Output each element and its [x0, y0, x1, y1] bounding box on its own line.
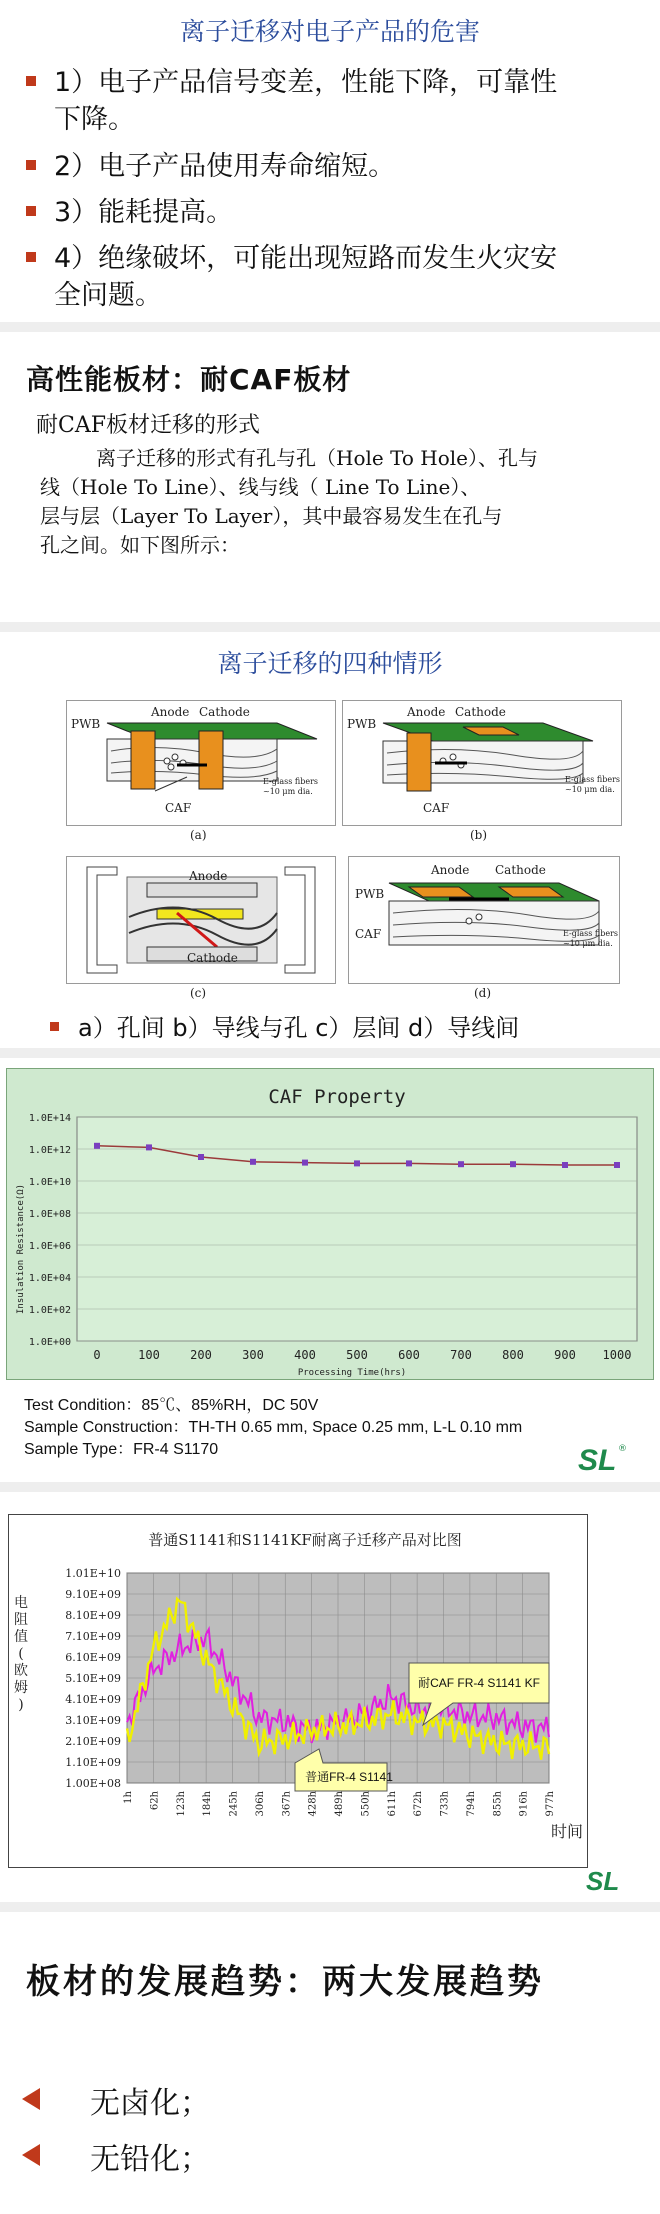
label-pwb: PWB [71, 717, 101, 731]
bullet-item [26, 240, 646, 314]
data-point [510, 1161, 516, 1167]
x-tick-label: 184h [202, 1791, 214, 1817]
y-label-char: ) [18, 1697, 24, 1713]
sample-construction: Sample Construction：TH-TH 0.65 mm, Space 0.25 mm, L-L 0.10 mm [24, 1419, 523, 1436]
x-tick-label: 900 [554, 1348, 576, 1362]
x-tick-label: 0 [93, 1348, 101, 1362]
label-dia: ~10 μm dia. [565, 785, 615, 794]
bullet-text: 4）绝缘破坏，可能出现短路而发生火灾安 [54, 243, 558, 274]
bullet-item [26, 194, 646, 231]
bullet-text-cont: 全问题。 [54, 280, 162, 311]
data-point [458, 1161, 464, 1167]
slide-hazards [0, 0, 660, 320]
x-tick-label: 800 [502, 1348, 524, 1362]
data-point [614, 1162, 620, 1168]
bullet-square-icon [26, 252, 36, 262]
data-point [250, 1159, 256, 1165]
x-axis-label: Processing Time(hrs) [297, 1368, 407, 1378]
caf-property-plot [7, 1069, 653, 1379]
label-pwb: PWB [347, 717, 377, 731]
y-label-char: 欧 [14, 1663, 28, 1679]
data-point [354, 1160, 360, 1166]
y-tick-label: 4.10E+09 [65, 1693, 121, 1706]
x-tick-label: 855h [492, 1791, 504, 1817]
comparison-plot [9, 1515, 587, 1867]
company-logo: SL [586, 1866, 620, 1896]
hole-to-line-diagram [343, 701, 621, 825]
label-anode: Anode [407, 705, 446, 719]
label-caf: CAF [165, 801, 192, 815]
x-tick-label: 300 [242, 1348, 264, 1362]
bullet-text: 2）电子产品使用寿命缩短。 [54, 151, 396, 182]
y-tick-label: 1.0E+00 [28, 1337, 71, 1348]
y-label-char: 值 [14, 1629, 28, 1645]
label-pwb: PWB [355, 887, 385, 901]
y-tick-label: 1.0E+06 [28, 1241, 71, 1252]
bullet-square-icon [50, 1022, 59, 1031]
x-tick-label: 62h [149, 1791, 161, 1811]
x-tick-label: 428h [307, 1791, 319, 1817]
label-dia: ~10 μm dia. [263, 787, 313, 796]
slide-separator [0, 1482, 660, 1492]
bullet-square-icon [26, 76, 36, 86]
trend-item: 无铅化； [90, 2142, 210, 2177]
label-eglass: E-glass fibers [263, 777, 319, 786]
y-label-char: 阻 [14, 1612, 28, 1628]
chart-title: CAF Property [268, 1086, 406, 1108]
chart-axes [29, 1113, 637, 1362]
bullet-square-icon [26, 206, 36, 216]
y-axis-label: Insulation Resistance(Ω) [16, 1183, 26, 1315]
slide-comparison [0, 1494, 660, 1900]
panel-letter: (d) [474, 986, 492, 1000]
slide-title: 离子迁移的四种情形 [217, 649, 443, 678]
y-label-char: 姆 [14, 1680, 28, 1696]
panel-letter: (b) [470, 828, 488, 842]
label-caf: CAF [355, 927, 382, 941]
x-tick-label: 123h [175, 1791, 187, 1817]
y-axis-label [14, 1594, 28, 1713]
x-tick-label: 672h [413, 1791, 425, 1817]
x-tick-label: 611h [386, 1791, 398, 1817]
y-tick-label: 1.0E+14 [28, 1113, 71, 1124]
label-caf: CAF [423, 801, 450, 815]
panel-letter: (a) [190, 828, 207, 842]
bullet-text: 1）电子产品信号变差，性能下降，可靠性 [54, 67, 558, 98]
y-tick-label: 1.0E+04 [28, 1273, 71, 1284]
paragraph-line: 线（Hole To Line）、线与线（ Line To Line）、 [40, 475, 481, 499]
y-tick-label: 2.10E+09 [65, 1735, 121, 1748]
trend-item: 无卤化； [90, 2086, 210, 2121]
label-anode: Anode [431, 863, 470, 877]
x-tick-label: 367h [281, 1791, 293, 1817]
x-tick-label: 500 [346, 1348, 368, 1362]
y-tick-label: 9.10E+09 [65, 1588, 121, 1601]
slide-title: 高性能板材：耐CAF板材 [26, 363, 352, 396]
x-tick-label: 600 [398, 1348, 420, 1362]
y-tick-label: 3.10E+09 [65, 1714, 121, 1727]
bullet-item [26, 148, 646, 185]
x-tick-label: 100 [138, 1348, 160, 1362]
x-tick-label: 489h [334, 1791, 345, 1817]
slide-caf-material [0, 334, 660, 620]
hole-to-hole-diagram [67, 701, 335, 825]
x-tick-label: 1h [123, 1791, 134, 1804]
data-point [94, 1143, 100, 1149]
y-tick-label: 1.0E+10 [28, 1177, 71, 1188]
figure-caption: a）孔间 b）导线与孔 c）层间 d）导线间 [78, 1014, 520, 1042]
series-label-kf: 耐CAF FR-4 S1141 KF [418, 1676, 540, 1690]
paragraph [40, 444, 650, 560]
triangle-bullet-icon [22, 2144, 40, 2166]
x-tick-label: 200 [190, 1348, 212, 1362]
x-tick-label: 245h [228, 1791, 240, 1817]
label-anode: Anode [151, 705, 190, 719]
x-tick-label: 550h [360, 1791, 372, 1817]
panel-letter: (c) [190, 986, 207, 1000]
x-axis-label: 时间 [550, 1822, 584, 1841]
label-eglass: E-glass fibers [565, 775, 621, 784]
data-point [198, 1154, 204, 1160]
y-tick-label: 1.0E+02 [28, 1305, 71, 1316]
x-tick-label: 977h [545, 1791, 556, 1817]
y-tick-label: 6.10E+09 [65, 1651, 121, 1664]
y-label-char: ( [18, 1646, 24, 1662]
label-anode: Anode [189, 869, 228, 883]
y-tick-label: 5.10E+09 [65, 1672, 121, 1685]
label-eglass: E-glass fibers [563, 929, 619, 938]
slide-separator [0, 622, 660, 632]
y-tick-label: 1.10E+09 [65, 1756, 121, 1769]
slide-subtitle: 耐CAF板材迁移的形式 [36, 413, 260, 438]
diagram-panel-b [342, 700, 622, 826]
sample-type: Sample Type：FR-4 S1170 [24, 1441, 219, 1458]
paragraph-line: 孔之间。如下图所示： [40, 533, 240, 557]
slide-title: 板材的发展趋势：两大发展趋势 [26, 1962, 544, 2002]
y-tick-label: 1.0E+12 [28, 1145, 71, 1156]
bullet-square-icon [26, 160, 36, 170]
bullet-text: 3）能耗提高。 [54, 197, 234, 228]
x-tick-label: 700 [450, 1348, 472, 1362]
slide-title: 离子迁移对电子产品的危害 [179, 17, 480, 46]
data-point [302, 1160, 308, 1166]
label-cathode: Cathode [187, 951, 238, 965]
data-point [562, 1162, 568, 1168]
paragraph-line: 层与层（Layer To Layer），其中最容易发生在孔与 [40, 504, 503, 528]
label-cathode: Cathode [199, 705, 250, 719]
slide-trends [0, 1914, 660, 2214]
data-point [146, 1144, 152, 1150]
label-cathode: Cathode [495, 863, 546, 877]
company-logo: SL [578, 1444, 617, 1477]
diagram-panel-c [66, 856, 336, 984]
x-tick-label: 400 [294, 1348, 316, 1362]
bullet-text-cont: 下降。 [54, 104, 135, 135]
line-to-line-diagram [349, 857, 619, 983]
triangle-bullet-icon [22, 2088, 40, 2110]
x-tick-label: 306h [254, 1791, 266, 1817]
slide-caf-property [0, 1060, 660, 1480]
slide-separator [0, 322, 660, 332]
comparison-chart [8, 1514, 588, 1868]
y-tick-label: 7.10E+09 [65, 1630, 121, 1643]
registered-mark: ® [618, 1444, 627, 1454]
y-label-char: 电 [14, 1595, 28, 1611]
label-dia: ~10 μm dia. [563, 939, 613, 948]
x-tick-label: 916h [518, 1791, 530, 1817]
test-condition: Test Condition：85℃、85%RH，DC 50V [24, 1397, 319, 1414]
y-tick-label: 1.0E+08 [28, 1209, 71, 1220]
y-tick-label: 1.01E+10 [65, 1567, 121, 1580]
caf-property-chart [6, 1068, 654, 1380]
slide-separator [0, 1048, 660, 1058]
slide-separator [0, 1902, 660, 1912]
diagram-panel-d [348, 856, 620, 984]
y-tick-label: 8.10E+09 [65, 1609, 121, 1622]
series-label-standard: 普通FR-4 S1141 [305, 1770, 393, 1784]
data-point [406, 1160, 412, 1166]
paragraph-line: 离子迁移的形式有孔与孔（Hole To Hole）、孔与 [96, 446, 538, 470]
x-tick-label: 794h [465, 1791, 477, 1817]
y-tick-label: 1.00E+08 [65, 1777, 121, 1790]
bullet-item [26, 64, 646, 138]
label-cathode: Cathode [455, 705, 506, 719]
x-tick-label: 1000 [602, 1348, 632, 1362]
slide-four-cases [0, 634, 660, 1046]
chart-title: 普通S1141和S1141KF耐离子迁移产品对比图 [148, 1531, 462, 1549]
x-tick-label: 733h [439, 1791, 451, 1817]
plot-area [77, 1117, 637, 1341]
diagram-panel-a [66, 700, 336, 826]
